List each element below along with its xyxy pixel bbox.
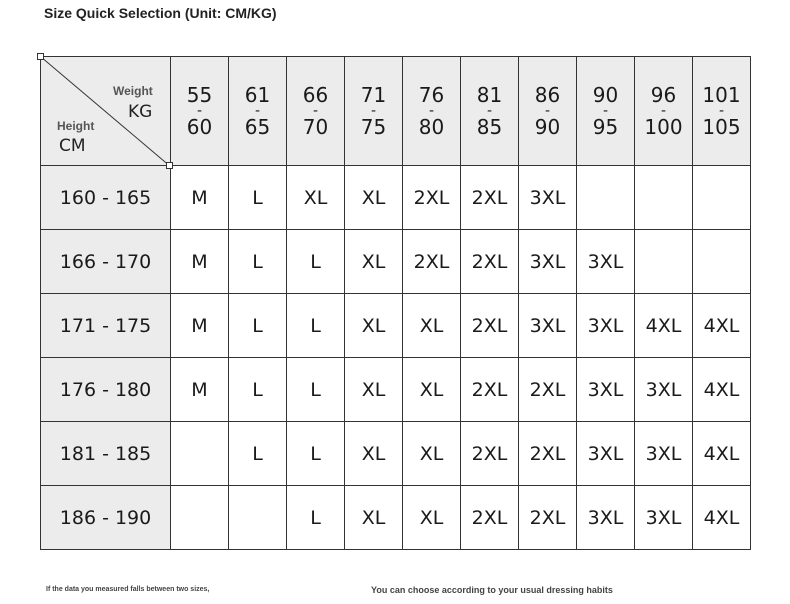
- range-dash: -: [544, 103, 551, 119]
- weight-from: 81: [476, 83, 503, 107]
- weight-to: 100: [644, 115, 683, 139]
- size-cell: 2XL: [519, 422, 577, 486]
- table-body: [41, 166, 751, 550]
- size-cell: XL: [345, 294, 403, 358]
- range-dash: -: [660, 103, 667, 119]
- size-cell: [693, 230, 751, 294]
- height-range-cell: 181 - 185: [41, 422, 171, 486]
- weight-from: 96: [650, 83, 677, 107]
- corner-cell: [41, 57, 171, 166]
- size-cell: [171, 486, 229, 550]
- table-row: [41, 422, 751, 486]
- size-cell: L: [229, 358, 287, 422]
- weight-header-cell: [577, 57, 635, 166]
- weight-header-cell: [229, 57, 287, 166]
- size-cell: 3XL: [577, 422, 635, 486]
- size-cell: 2XL: [403, 230, 461, 294]
- header-row: [41, 57, 751, 166]
- size-cell: 3XL: [635, 486, 693, 550]
- weight-header-cell: [693, 57, 751, 166]
- corner-handle-top-left: [37, 53, 44, 60]
- size-cell: 3XL: [577, 230, 635, 294]
- size-cell: M: [171, 358, 229, 422]
- weight-from: 76: [418, 83, 445, 107]
- height-range-cell: 160 - 165: [41, 166, 171, 230]
- range-dash: -: [312, 103, 319, 119]
- size-cell: 4XL: [635, 294, 693, 358]
- table-row: [41, 230, 751, 294]
- height-range-cell: 171 - 175: [41, 294, 171, 358]
- weight-from: 71: [360, 83, 387, 107]
- size-cell: XL: [403, 358, 461, 422]
- size-cell: L: [287, 358, 345, 422]
- table-row: [41, 294, 751, 358]
- weight-header-cell: [287, 57, 345, 166]
- weight-from: 86: [534, 83, 561, 107]
- corner-handle-bottom-right: [166, 162, 173, 169]
- size-cell: XL: [345, 422, 403, 486]
- weight-to: 80: [418, 115, 445, 139]
- size-cell: 3XL: [519, 166, 577, 230]
- weight-to: 90: [534, 115, 561, 139]
- size-cell: [635, 166, 693, 230]
- weight-to: 75: [360, 115, 387, 139]
- size-cell: 4XL: [693, 422, 751, 486]
- height-range-cell: 166 - 170: [41, 230, 171, 294]
- range-dash: -: [254, 103, 261, 119]
- weight-from: 61: [244, 83, 271, 107]
- size-cell: 3XL: [577, 358, 635, 422]
- size-cell: 2XL: [461, 422, 519, 486]
- size-cell: 3XL: [635, 422, 693, 486]
- size-cell: [693, 166, 751, 230]
- weight-label: Weight: [113, 84, 153, 98]
- range-dash: -: [370, 103, 377, 119]
- size-cell: [577, 166, 635, 230]
- note-left: If the data you measured falls between two sizes,: [46, 586, 210, 593]
- size-cell: 2XL: [461, 358, 519, 422]
- range-dash: -: [486, 103, 493, 119]
- height-range-cell: 176 - 180: [41, 358, 171, 422]
- size-cell: 3XL: [577, 294, 635, 358]
- size-cell: 2XL: [461, 294, 519, 358]
- size-chart-table: [40, 56, 751, 550]
- weight-header-cell: [403, 57, 461, 166]
- note-right: You can choose according to your usual dressing habits: [371, 585, 613, 595]
- size-cell: XL: [403, 486, 461, 550]
- weight-from: 55: [186, 83, 213, 107]
- size-cell: 2XL: [403, 166, 461, 230]
- table-row: [41, 358, 751, 422]
- size-cell: [635, 230, 693, 294]
- size-cell: 4XL: [693, 294, 751, 358]
- range-dash: -: [602, 103, 609, 119]
- weight-header-cell: [461, 57, 519, 166]
- size-cell: XL: [345, 358, 403, 422]
- weight-header-cell: [171, 57, 229, 166]
- size-cell: 3XL: [635, 358, 693, 422]
- weight-to: 65: [244, 115, 271, 139]
- size-cell: [171, 422, 229, 486]
- size-cell: L: [229, 166, 287, 230]
- range-dash: -: [428, 103, 435, 119]
- size-cell: 2XL: [519, 358, 577, 422]
- weight-from: 66: [302, 83, 329, 107]
- size-cell: 2XL: [461, 486, 519, 550]
- size-cell: L: [287, 230, 345, 294]
- weight-from: 101: [702, 83, 741, 107]
- size-cell: 2XL: [519, 486, 577, 550]
- size-cell: L: [287, 422, 345, 486]
- size-cell: 4XL: [693, 486, 751, 550]
- size-cell: 2XL: [461, 166, 519, 230]
- weight-header-cell: [635, 57, 693, 166]
- size-cell: 4XL: [693, 358, 751, 422]
- range-dash: -: [718, 103, 725, 119]
- size-cell: 3XL: [519, 230, 577, 294]
- size-cell: 2XL: [461, 230, 519, 294]
- height-range-cell: 186 - 190: [41, 486, 171, 550]
- weight-header-cell: [345, 57, 403, 166]
- weight-header-cell: [519, 57, 577, 166]
- size-cell: 3XL: [519, 294, 577, 358]
- weight-to: 60: [186, 115, 213, 139]
- table-row: [41, 166, 751, 230]
- size-cell: XL: [287, 166, 345, 230]
- size-cell: XL: [403, 422, 461, 486]
- weight-to: 85: [476, 115, 503, 139]
- weight-from: 90: [592, 83, 619, 107]
- table-row: [41, 486, 751, 550]
- page-title: Size Quick Selection (Unit: CM/KG): [44, 5, 277, 21]
- weight-to: 70: [302, 115, 329, 139]
- size-cell: M: [171, 166, 229, 230]
- size-cell: [229, 486, 287, 550]
- size-cell: 3XL: [577, 486, 635, 550]
- size-cell: L: [229, 422, 287, 486]
- size-cell: L: [287, 486, 345, 550]
- size-cell: XL: [403, 294, 461, 358]
- weight-to: 95: [592, 115, 619, 139]
- size-cell: XL: [345, 166, 403, 230]
- height-unit: CM: [59, 136, 86, 156]
- size-cell: M: [171, 294, 229, 358]
- size-cell: XL: [345, 230, 403, 294]
- weight-unit: KG: [128, 102, 153, 122]
- range-dash: -: [196, 103, 203, 119]
- size-cell: L: [229, 230, 287, 294]
- size-cell: L: [287, 294, 345, 358]
- size-cell: M: [171, 230, 229, 294]
- weight-to: 105: [702, 115, 741, 139]
- size-cell: L: [229, 294, 287, 358]
- size-cell: XL: [345, 486, 403, 550]
- height-label: Height: [57, 119, 95, 133]
